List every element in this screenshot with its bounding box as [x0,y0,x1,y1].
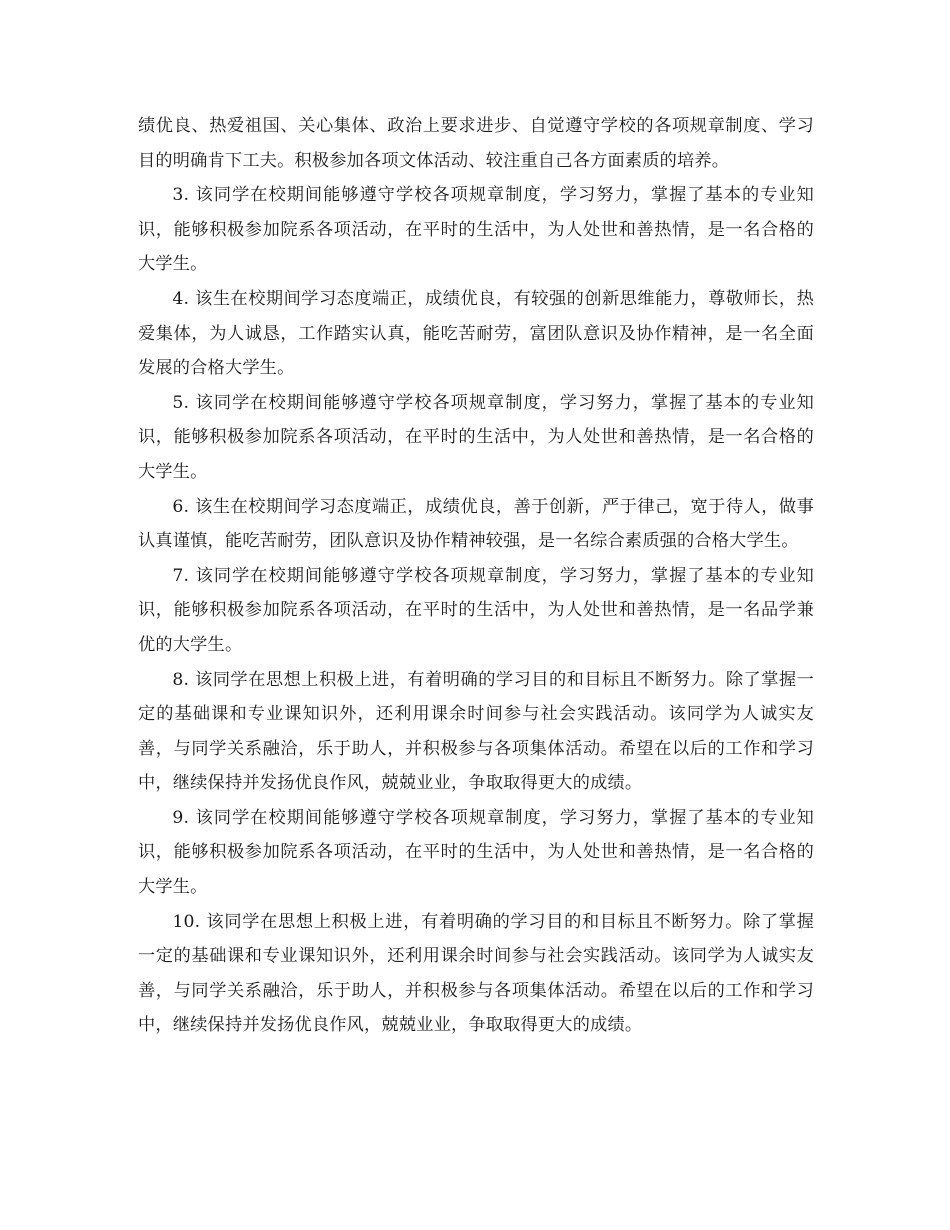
paragraph-item-4: 4. 该生在校期间学习态度端正，成绩优良，有较强的创新思维能力，尊敬师长，热爱集体，为人诚恳，工作踏实认真，能吃苦耐劳，富团队意识及协作精神，是一名全面发展的合格大学生。 [138,288,814,379]
paragraph-item-3: 3. 该同学在校期间能够遵守学校各项规章制度，学习努力，掌握了基本的专业知识，能够积极参加院系各项活动，在平时的生活中，为人处世和善热情，是一名合格的大学生。 [138,185,814,275]
paragraph-item-9: 9. 该同学在校期间能够遵守学校各项规章制度，学习努力，掌握了基本的专业知识，能够积极参加院系各项活动，在平时的生活中，为人处世和善热情，是一名合格的大学生。 [138,807,814,898]
paragraph-item-7: 7. 该同学在校期间能够遵守学校各项规章制度，学习努力，掌握了基本的专业知识，能够积极参加院系各项活动，在平时的生活中，为人处世和善热情，是一名品学兼优的大学生。 [138,565,814,655]
paragraph-item-8: 8. 该同学在思想上积极上进，有着明确的学习目的和目标且不断努力。除了掌握一定的基础课和专业课知识外，还利用课余时间参与社会实践活动。该同学为人诚实友善，与同学关系融洽，乐于助人，并积极参与各项集体活动。希望在以后的工作和学习中，继续保持并发扬优良作风，兢兢业业，争取取得更大的成绩。 [138,669,814,794]
paragraph-item-5: 5. 该同学在校期间能够遵守学校各项规章制度，学习努力，掌握了基本的专业知识，能够积极参加院系各项活动，在平时的生活中，为人处世和善热情，是一名合格的大学生。 [138,392,814,482]
paragraph-item-10: 10. 该同学在思想上积极上进，有着明确的学习目的和目标且不断努力。除了掌握一定的基础课和专业课知识外，还利用课余时间参与社会实践活动。该同学为人诚实友善，与同学关系融洽，乐于助人，并积极参与各项集体活动。希望在以后的工作和学习中，继续保持并发扬优良作风，兢兢业业，争取取得更大的成绩。 [138,911,814,1036]
paragraph-item-6: 6. 该生在校期间学习态度端正，成绩优良，善于创新，严于律己，宽于待人，做事认真谨慎，能吃苦耐劳，团队意识及协作精神较强，是一名综合素质强的合格大学生。 [138,496,814,552]
document-body [138,109,814,1043]
paragraph-continuation: 绩优良、热爱祖国、关心集体、政治上要求进步、自觉遵守学校的各项规章制度、学习目的明确肯下工夫。积极参加各项文体活动、较注重自己各方面素质的培养。 [138,116,814,171]
